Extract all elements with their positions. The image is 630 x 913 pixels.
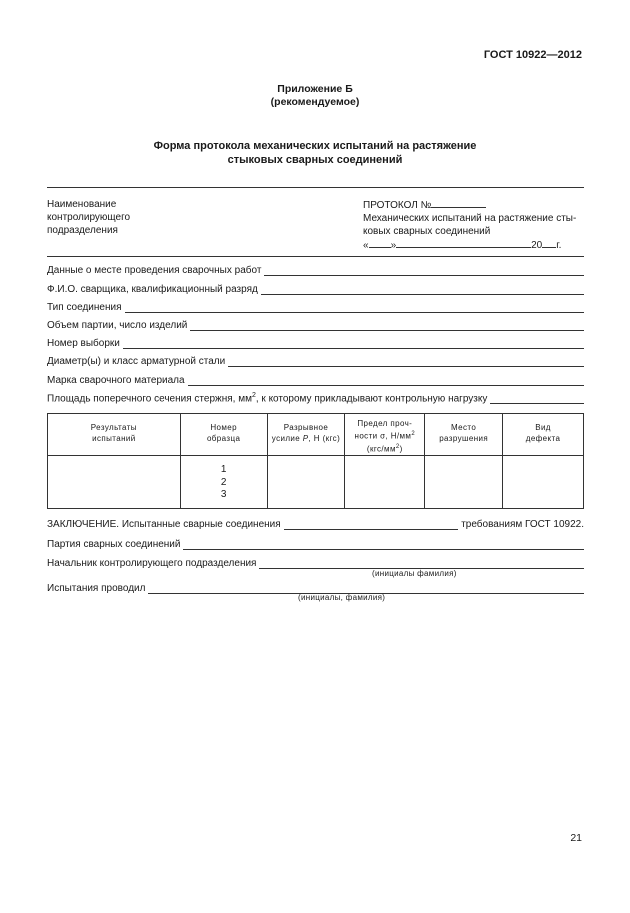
welder-input[interactable] [261,285,584,295]
field-tester: Испытания проводил [47,581,584,594]
field-chief: Начальник контролирующего подразделения [47,556,584,569]
protocol-label: ПРОТОКОЛ № [363,200,432,211]
annex-note: (рекомендуемое) [270,96,360,108]
cell-sample-numbers: 1 2 3 [180,456,267,509]
cell-defect-type[interactable] [503,456,584,509]
annex-heading [0,83,630,109]
form-title [0,139,630,167]
weld-batch-input[interactable] [183,540,584,550]
joint-type-input[interactable] [125,303,585,313]
cell-fracture-place[interactable] [425,456,503,509]
field-area: Площадь поперечного сечения стержня, $мм^2$, к которому прикладывают контрольную нагрузку [47,391,584,404]
tester-caption: (инициалы, фамилия) [298,593,386,602]
col-header-breaking-force: Разрывное усилие Р, Н (кгс) [267,414,345,456]
diameter-input[interactable] [228,357,584,367]
results-table [47,413,584,509]
protocol-number-field[interactable] [431,198,486,208]
field-welder: Ф.И.О. сварщика, квалификационный разряд [47,282,584,295]
protocol-date: « » 20 г. [363,240,562,251]
protocol-desc-line1: Механических испытаний на растяжение сты- [363,213,577,224]
protocol-block [363,198,584,252]
field-conclusion: ЗАКЛЮЧЕНИЕ. Испытанные сварные соединения требованиям ГОСТ 10922. [47,519,584,530]
col-header-strength-limit: Предел проч- ности σ, $Н/мм^2$ $(кгс/мм^2)$ [345,414,425,456]
date-year-field[interactable] [542,238,556,248]
field-diameter: Диаметр(ы) и класс арматурной стали [47,354,584,367]
org-label-line3: подразделения [47,225,118,236]
sample-no-input[interactable] [123,339,584,349]
area-input[interactable] [490,394,584,404]
date-month-field[interactable] [396,238,531,248]
field-batch: Объем партии, число изделий [47,318,584,331]
field-material: Марка сварочного материала [47,373,584,386]
standard-number: ГОСТ 10922—2012 [483,49,582,61]
divider-middle [47,256,584,257]
material-input[interactable] [188,376,584,386]
col-header-results: Результаты испытаний [48,414,181,456]
chief-input[interactable] [259,559,584,569]
org-label [47,198,130,237]
field-sample-no: Номер выборки [47,336,584,349]
chief-caption: (инициалы фамилия) [372,569,457,578]
batch-input[interactable] [190,321,584,331]
cell-results[interactable] [48,456,181,509]
field-joint-type: Тип соединения [47,300,584,313]
org-label-line1: Наименование [47,199,117,210]
conclusion-input[interactable] [284,520,459,530]
protocol-desc-line2: ковых сварных соединений [363,226,491,237]
welding-place-input[interactable] [264,266,584,276]
table-row [48,456,584,509]
divider-top [47,187,584,188]
cell-breaking-force[interactable] [267,456,345,509]
field-weld-batch: Партия сварных соединений [47,537,584,550]
form-title-line2: стыковых сварных соединений [227,154,403,166]
col-header-defect-type: Вид дефекта [503,414,584,456]
org-label-line2: контролирующего [47,212,131,223]
form-title-line1: Форма протокола механических испытаний на растяжение [153,140,477,152]
field-welding-place: Данные о месте проведения сварочных работ [47,263,584,276]
annex-title: Приложение Б [277,83,353,95]
date-day-field[interactable] [369,238,391,248]
cell-strength-limit[interactable] [345,456,425,509]
col-header-fracture-place: Место разрушения [425,414,503,456]
table-header-row [48,414,584,456]
col-header-sample-number: Номер образца [180,414,267,456]
page-number: 21 [570,832,582,844]
